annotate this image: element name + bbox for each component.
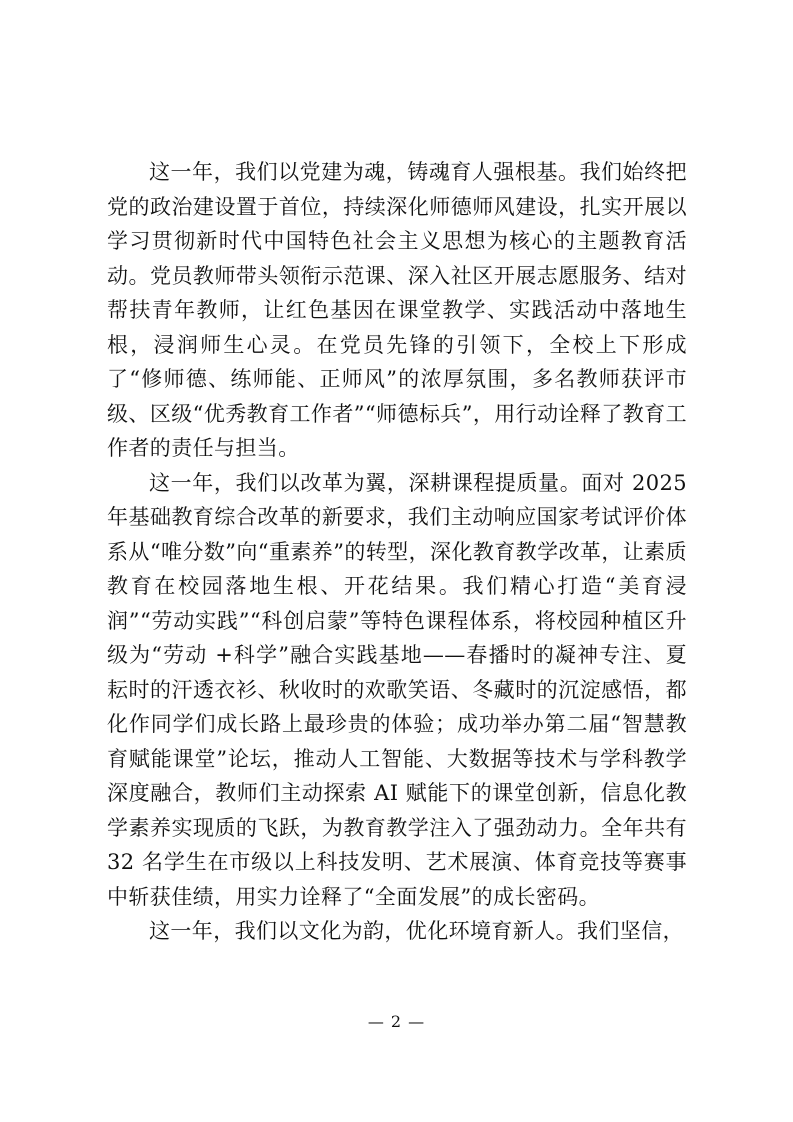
paragraph-curriculum-reform: 这一年，我们以改革为翼，深耕课程提质量。面对 2025 年基础教育综合改革的新要求，我们主动响应国家考试评价体系从“唯分数”向“重素养”的转型，深化教育教学改革，让素质教育在校园落地生根、开花结果。我们精心打造“美育浸润”“劳动实践”“科创启蒙”等特色课程体系，将校园种植区升级为“劳动 +科学”融合实践基地——春播时的凝神专注、夏耘时的汗透衣衫、秋收时的欢歌笑语、冬藏时的沉淀感悟，都化作同学们成长路上最珍贵的体验；成功举办第二届“智慧教育赋能课堂”论坛，推动人工智能、大数据等技术与学科教学深度融合，教师们主动探索 AI 赋能下的课堂创新，信息化教学素养实现质的飞跃，为教育教学注入了强劲动力。全年共有 32 名学生在市级以上科技发明、艺术展演、体育竞技等赛事中斩获佳绩，用实力诠释了“全面发展”的成长密码。 — [107, 470, 687, 909]
page-number: — 2 — — [367, 1012, 426, 1031]
paragraph-culture: 这一年，我们以文化为韵，优化环境育新人。我们坚信， — [149, 919, 684, 943]
paragraph-party-building: 这一年，我们以党建为魂，铸魂育人强根基。我们始终把党的政治建设置于首位，持续深化师德师风建设，扎实开展以学习贯彻新时代中国特色社会主义思想为核心的主题教育活动。党员教师带头领衔示范课、深入社区开展志愿服务、结对帮扶青年教师，让红色基因在课堂教学、实践活动中落地生根，浸润师生心灵。在党员先锋的引领下，全校上下形成了“修师德、练师能、正师风”的浓厚氛围，多名教师获评市级、区级“优秀教育工作者”“师德标兵”，用行动诠释了教育工作者的责任与担当。 — [107, 160, 687, 460]
document-body — [107, 155, 687, 949]
